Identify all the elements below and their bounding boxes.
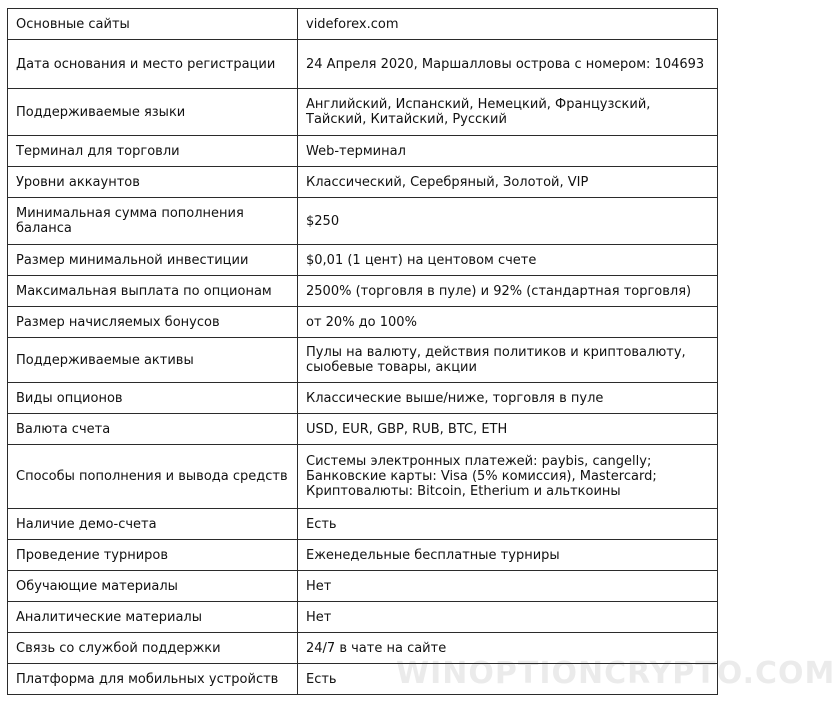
row-value: Web-терминал — [298, 136, 718, 167]
table-row — [8, 445, 718, 509]
table-row — [8, 414, 718, 445]
row-value: Есть — [298, 664, 718, 695]
row-value: $0,01 (1 цент) на центовом счете — [298, 245, 718, 276]
row-label: Размер минимальной инвестиции — [8, 245, 298, 276]
row-value: 2500% (торговля в пуле) и 92% (стандартная торговля) — [298, 276, 718, 307]
table-row — [8, 276, 718, 307]
row-value: от 20% до 100% — [298, 307, 718, 338]
table-row — [8, 509, 718, 540]
broker-info-table — [7, 8, 718, 695]
row-label: Проведение турниров — [8, 540, 298, 571]
row-value: Классические выше/ниже, торговля в пуле — [298, 383, 718, 414]
row-label: Размер начисляемых бонусов — [8, 307, 298, 338]
row-label: Дата основания и место регистрации — [8, 40, 298, 89]
watermark: WINOPTIONCRYPTO.COM — [396, 656, 835, 691]
row-value: 24 Апреля 2020, Маршалловы острова с номером: 104693 — [298, 40, 718, 89]
row-label: Обучающие материалы — [8, 571, 298, 602]
row-label: Минимальная сумма пополнения баланса — [8, 198, 298, 245]
row-value: USD, EUR, GBP, RUB, BTC, ETH — [298, 414, 718, 445]
row-value: Еженедельные бесплатные турниры — [298, 540, 718, 571]
table-row — [8, 338, 718, 383]
row-label: Виды опционов — [8, 383, 298, 414]
row-label: Уровни аккаунтов — [8, 167, 298, 198]
row-label: Платформа для мобильных устройств — [8, 664, 298, 695]
row-value: Есть — [298, 509, 718, 540]
table-row — [8, 9, 718, 40]
row-label: Связь со службой поддержки — [8, 633, 298, 664]
table-row — [8, 167, 718, 198]
table-row — [8, 540, 718, 571]
row-label: Поддерживаемые языки — [8, 89, 298, 136]
row-label: Максимальная выплата по опционам — [8, 276, 298, 307]
row-value: Системы электронных платежей: paybis, cangelly; Банковские карты: Visa (5% комиссия), Mastercard; Криптовалюты: Bitcoin, Etherium и альткоины — [298, 445, 718, 509]
row-value: 24/7 в чате на сайте — [298, 633, 718, 664]
table-row — [8, 40, 718, 89]
table-row — [8, 664, 718, 695]
row-value: Классический, Серебряный, Золотой, VIP — [298, 167, 718, 198]
table-row — [8, 198, 718, 245]
table-row — [8, 383, 718, 414]
row-label: Валюта счета — [8, 414, 298, 445]
row-value: Нет — [298, 602, 718, 633]
table-row — [8, 136, 718, 167]
row-label: Аналитические материалы — [8, 602, 298, 633]
row-value: Английский, Испанский, Немецкий, Французский, Тайский, Китайский, Русский — [298, 89, 718, 136]
row-value: $250 — [298, 198, 718, 245]
table-row — [8, 602, 718, 633]
row-value: videforex.com — [298, 9, 718, 40]
table-row — [8, 571, 718, 602]
table-row — [8, 633, 718, 664]
table-row — [8, 245, 718, 276]
row-label: Поддерживаемые активы — [8, 338, 298, 383]
table-row — [8, 89, 718, 136]
row-label: Терминал для торговли — [8, 136, 298, 167]
row-value: Нет — [298, 571, 718, 602]
row-label: Основные сайты — [8, 9, 298, 40]
row-label: Способы пополнения и вывода средств — [8, 445, 298, 509]
row-value: Пулы на валюту, действия политиков и криптовалюту, сыобевые товары, акции — [298, 338, 718, 383]
row-label: Наличие демо-счета — [8, 509, 298, 540]
table-row — [8, 307, 718, 338]
